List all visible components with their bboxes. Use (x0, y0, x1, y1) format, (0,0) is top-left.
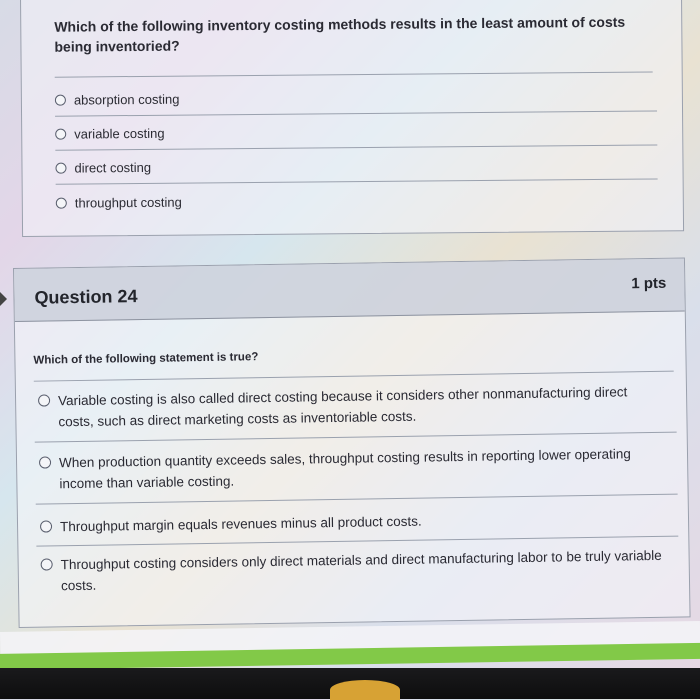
question-23-text: Which of the following inventory costing methods results in the least amount of costs being inventoried? (54, 13, 626, 55)
answer-label: throughput costing (74, 194, 182, 211)
question-24-card (13, 257, 691, 628)
divider (34, 371, 674, 382)
answer-label: Throughput costing considers only direct materials and direct manufacturing labor to be truly variable costs. (60, 547, 662, 594)
answer-option-throughput-costing[interactable] (56, 181, 658, 218)
radio-button[interactable] (55, 163, 66, 174)
answer-option-absorption-costing[interactable] (55, 79, 657, 116)
bezel-reflection (330, 680, 400, 700)
radio-button[interactable] (40, 520, 52, 532)
answer-label: Variable costing is also called direct costing because it considers other nonmanufacturing direct costs, such as direct marketing costs as inventoriable costs. (57, 384, 628, 430)
radio-button[interactable] (56, 197, 67, 208)
radio-button[interactable] (38, 394, 50, 406)
answer-label: direct costing (74, 159, 152, 176)
answer-option-1[interactable] (34, 381, 677, 443)
question-title: Question 24 (34, 286, 138, 308)
radio-button[interactable] (41, 558, 53, 570)
answer-label: absorption costing (73, 91, 180, 108)
answer-label: variable costing (74, 125, 165, 142)
divider (55, 71, 653, 77)
answer-option-4[interactable] (37, 545, 680, 607)
question-header (14, 258, 685, 322)
collapse-arrow-icon (0, 292, 7, 306)
answer-label: Throughput margin equals revenues minus all product costs. (59, 513, 422, 535)
answer-option-3[interactable] (36, 507, 678, 547)
answer-option-2[interactable] (35, 443, 678, 505)
radio-button[interactable] (55, 129, 66, 140)
answer-label: When production quantity exceeds sales, throughput costing results in reporting lower operating income than variable costing. (58, 446, 631, 492)
answer-option-direct-costing[interactable] (55, 147, 657, 184)
radio-button[interactable] (55, 95, 66, 106)
answer-option-variable-costing[interactable] (55, 113, 657, 150)
question-23-card (20, 0, 684, 237)
radio-button[interactable] (39, 456, 51, 468)
question-points: 1 pts (631, 274, 667, 293)
question-24-text: Which of the following statement is true? (33, 351, 259, 367)
